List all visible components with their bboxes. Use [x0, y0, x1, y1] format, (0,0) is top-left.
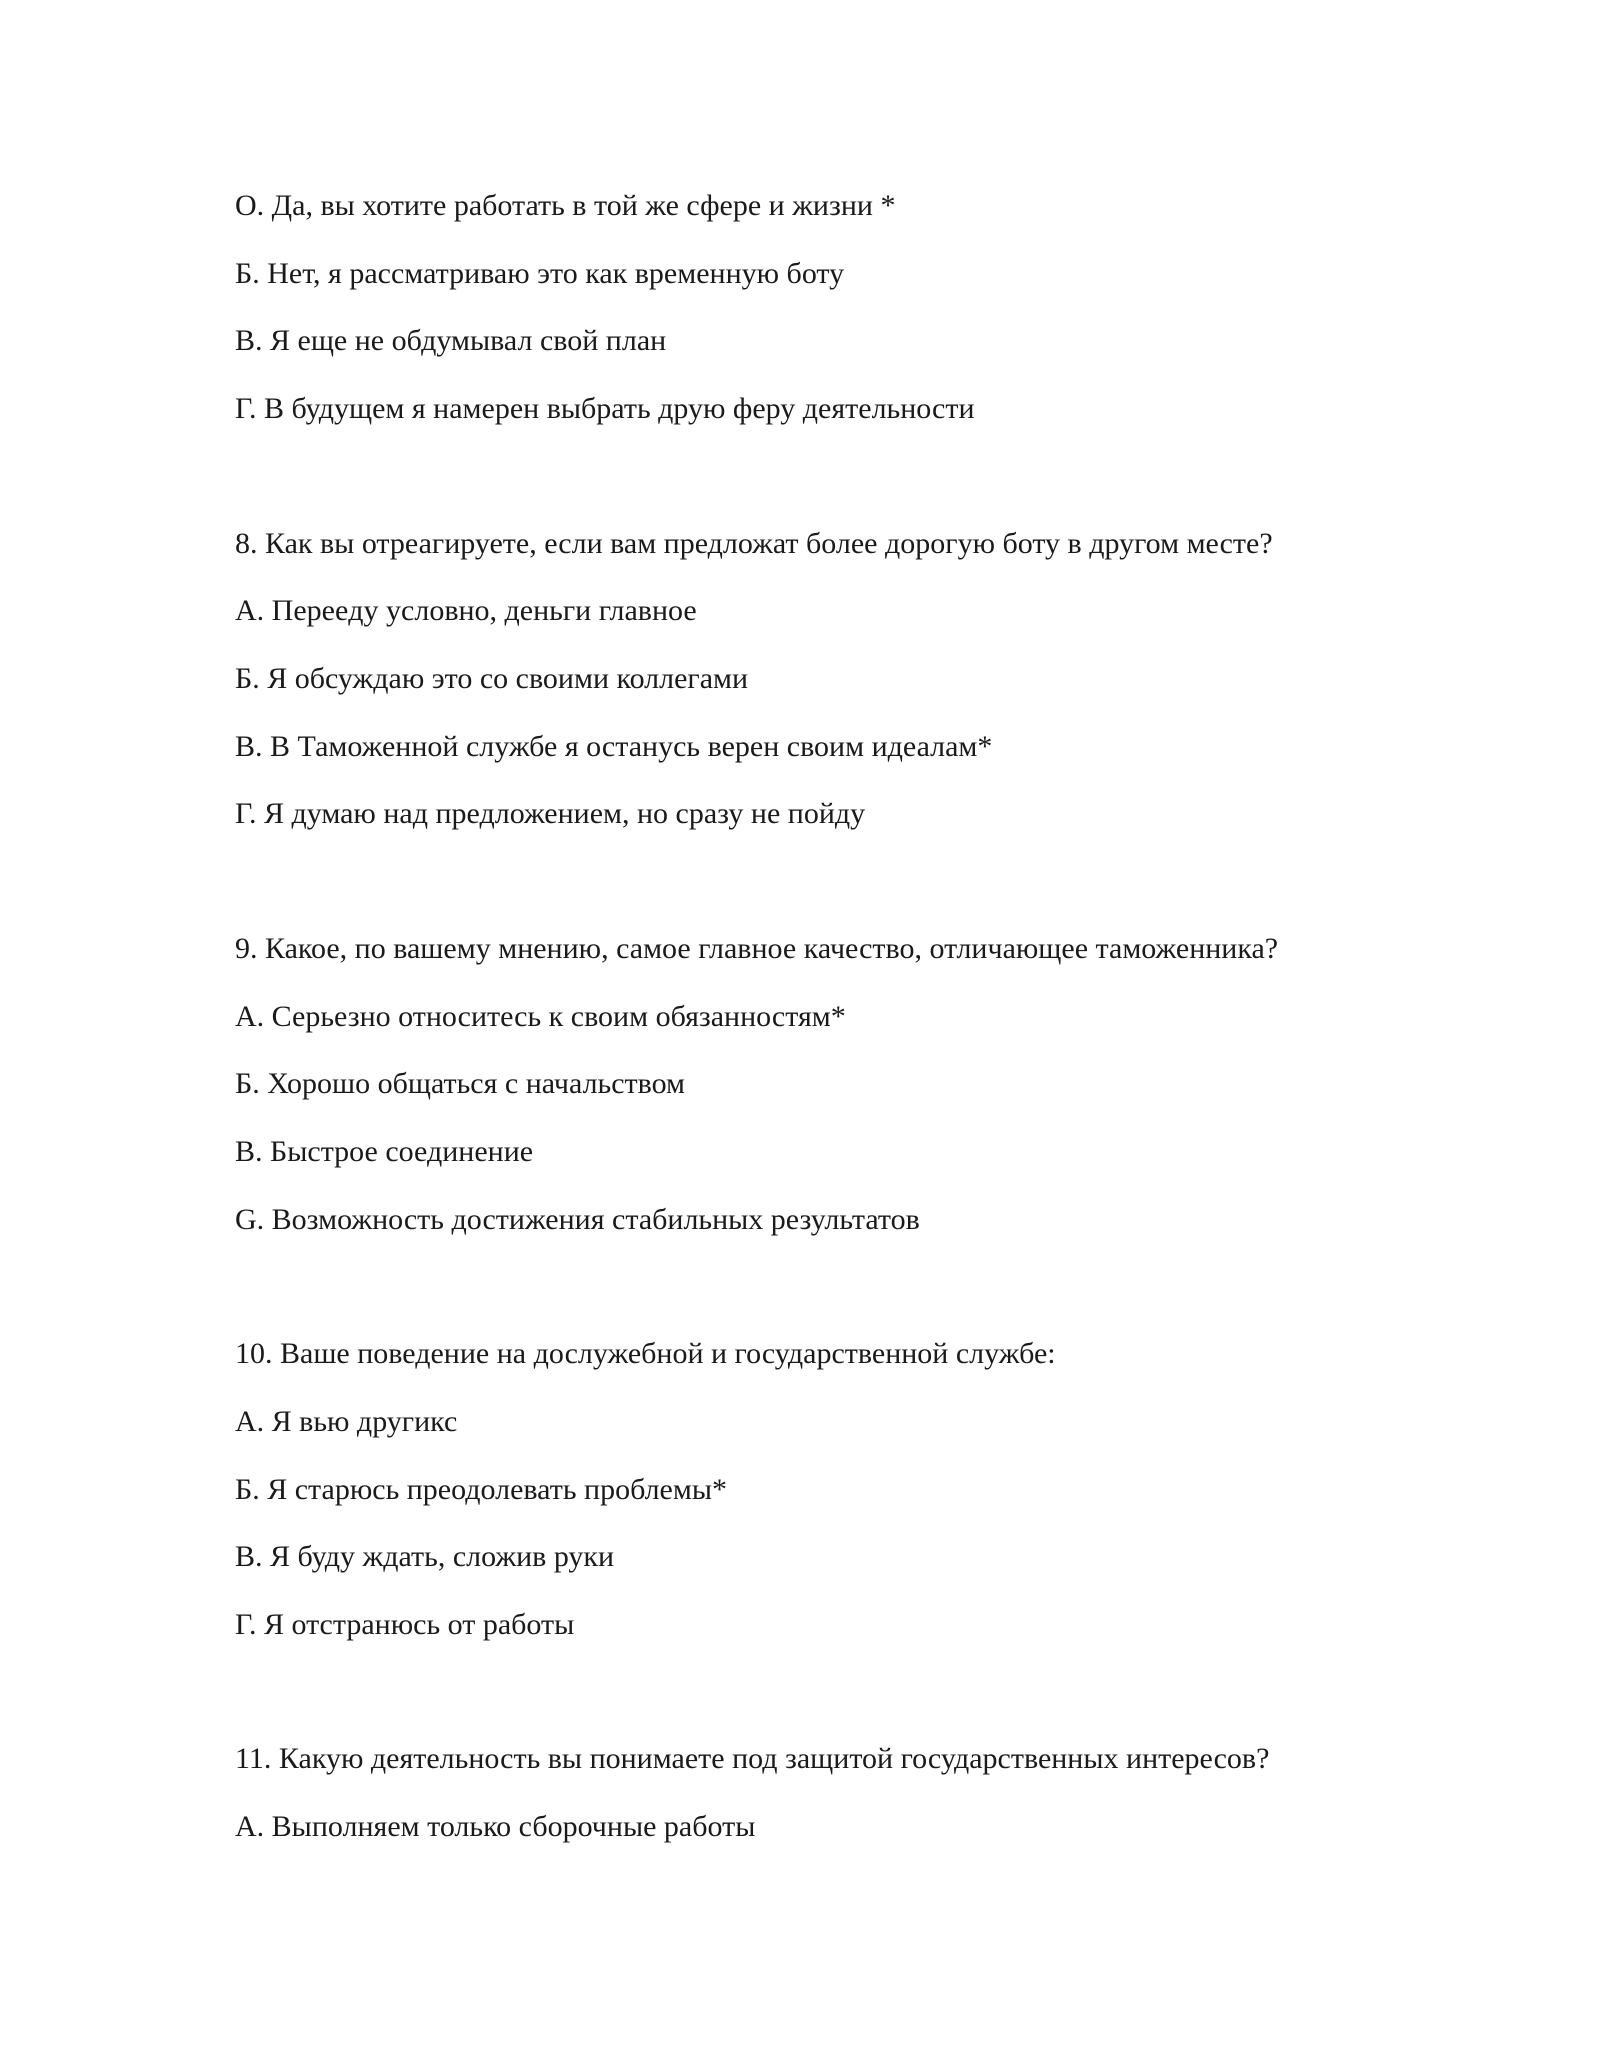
question-8: 8. Как вы отреагируете, если вам предложат более дорогую боту в другом месте? — [235, 527, 1273, 560]
answer-option: Г. В будущем я намерен выбрать друю феру деятельности — [235, 392, 975, 425]
answer-option: В. Я буду ждать, сложив руки — [235, 1540, 615, 1573]
answer-option: Г. Я отстранюсь от работы — [235, 1608, 575, 1641]
answer-option: А. Выполняем только сборочные работы — [235, 1810, 756, 1843]
answer-option: Б. Хорошо общаться с начальством — [235, 1067, 686, 1100]
question-10: 10. Ваше поведение на дослужебной и государственной службе: — [235, 1337, 1056, 1370]
question-11: 11. Какую деятельность вы понимаете под защитой государственных интересов? — [235, 1742, 1270, 1775]
answer-option: А. Переeду условно, деньги главное — [235, 594, 697, 627]
question-9: 9. Какое, по вашему мнению, самое главное качество, отличающее таможенника? — [235, 932, 1279, 965]
answer-option: В. В Таможенной службе я останусь верен своим идеалам* — [235, 730, 993, 763]
answer-option: А. Я вью другикс — [235, 1405, 458, 1438]
answer-option: Б. Я старюсь преодолевать проблемы* — [235, 1473, 728, 1506]
answer-option: G. Возможность достижения стабильных результатов — [235, 1203, 920, 1236]
answer-option: Б. Я обсуждаю это со своими коллегами — [235, 662, 749, 695]
answer-option: В. Я еще не обдумывал свой план — [235, 324, 667, 357]
answer-option: О. Да, вы хотите работать в той же сфере и жизни * — [235, 189, 896, 222]
answer-option: В. Быстрое соединение — [235, 1135, 534, 1168]
answer-option: А. Серьезно относитесь к своим обязанностям* — [235, 1000, 846, 1033]
answer-option: Б. Нет, я рассматриваю это как временную боту — [235, 257, 845, 290]
answer-option: Г. Я думаю над предложением, но сразу не пойду — [235, 797, 866, 830]
